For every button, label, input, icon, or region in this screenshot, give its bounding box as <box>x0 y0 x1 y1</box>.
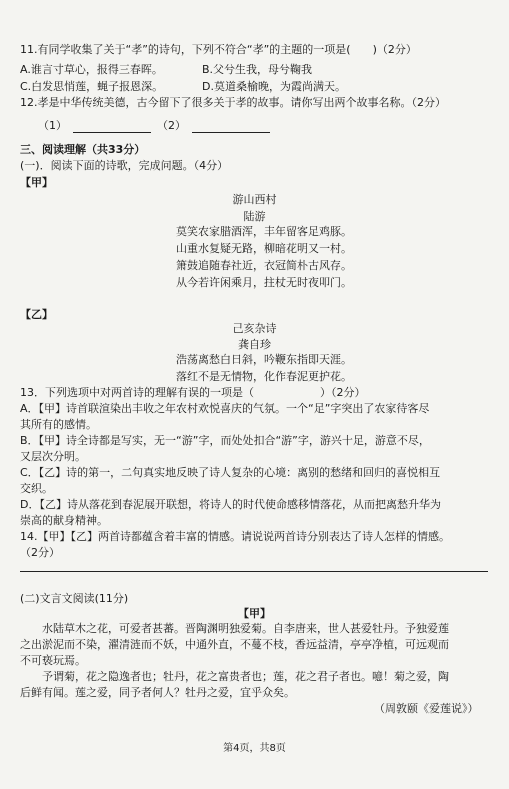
question-13-stem: 13．下列选项中对两首诗的理解有误的一项是（ ）（2分） <box>20 386 366 399</box>
answer-label-2: （2） <box>157 119 186 132</box>
prose-source: （周敦颐《爱莲说》） <box>374 702 479 715</box>
question-11-option-d: D.莫道桑榆晚，为霞尚满天。 <box>202 80 346 93</box>
poem-b-author: 龚自珍 <box>238 338 271 351</box>
question-11-option-b: B.父兮生我，母兮鞠我 <box>202 63 313 76</box>
question-14-stem: 14.【甲】【乙】两首诗都蕴含着丰富的情感。请说说两首诗分别表达了诗人怎样的情感。 <box>20 530 450 543</box>
question-13-option-d-cont: 崇高的献身精神。 <box>20 514 108 527</box>
question-13-option-a: A．【甲】诗首联渲染出丰收之年农村欢悦喜庆的气氛。一个“足”字突出了农家待客尽 <box>20 402 430 415</box>
question-11-option-a: A.谁言寸草心，报得三春晖。 <box>20 63 163 76</box>
poem-b-line: 浩荡离愁白日斜，吟鞭东指即天涯。 <box>176 353 352 366</box>
reading-part-2-title: (二)文言文阅读(11分) <box>20 592 129 605</box>
prose-paragraph-2-line: 予谓菊，花之隐逸者也；牡丹，花之富贵者也；莲，花之君子者也。噫！菊之爱，陶 <box>42 670 449 683</box>
poem-b-tag: 【乙】 <box>20 308 53 321</box>
question-12-stem: 12.孝是中华传统美德，古今留下了很多关于孝的故事。请你写出两个故事名称。（2分） <box>20 96 446 109</box>
prose-a-tag: 【甲】 <box>238 607 271 620</box>
poem-a-title: 游山西村 <box>232 193 277 206</box>
poem-a-line: 箫鼓追随春社近，衣冠简朴古风存。 <box>176 259 352 272</box>
prose-paragraph-1-line: 之出淤泥而不染，濯清涟而不妖，中通外直，不蔓不枝，香远益清，亭亭净植，可远观而 <box>20 638 449 651</box>
poem-a-tag: 【甲】 <box>20 176 53 189</box>
answer-blank-1[interactable] <box>73 122 151 133</box>
poem-a-line: 山重水复疑无路，柳暗花明又一村。 <box>176 242 352 255</box>
prose-paragraph-1-line: 不可亵玩焉。 <box>20 654 86 667</box>
question-11-stem: 11.有同学收集了关于“孝”的诗句，下列不符合“孝”的主题的一项是( )（2分） <box>20 43 417 56</box>
poem-a-line: 莫笑农家腊酒浑，丰年留客足鸡豚。 <box>176 225 352 238</box>
poem-a-line: 从今若许闲乘月，拄杖无时夜叩门。 <box>176 276 352 289</box>
question-14-stem-cont: （2分） <box>20 546 60 559</box>
question-13-option-b: B．【甲】诗全诗都是写实，无一“游”字，而处处扣合“游”字，游兴十足，游意不尽， <box>20 434 430 447</box>
answer-line[interactable] <box>20 571 488 572</box>
question-13-option-a-cont: 其所有的感情。 <box>20 418 97 431</box>
prose-paragraph-1-line: 水陆草木之花，可爱者甚蕃。晋陶渊明独爱菊。自李唐来，世人甚爱牡丹。予独爱莲 <box>42 622 449 635</box>
answer-label-1: （1） <box>38 119 67 132</box>
question-13-option-d: D．【乙】诗从落花到春泥展开联想，将诗人的时代使命感移情落花，从而把离愁升华为 <box>20 498 441 511</box>
question-13-option-b-cont: 又层次分明。 <box>20 450 86 463</box>
prose-paragraph-2-line: 后鲜有闻。莲之爱，同予者何人？牡丹之爱，宜乎众矣。 <box>20 686 295 699</box>
question-13-option-c: C．【乙】诗的第一，二句真实地反映了诗人复杂的心境：离别的愁绪和回归的喜悦相互 <box>20 466 441 479</box>
question-13-option-c-cont: 交织。 <box>20 482 53 495</box>
question-11-option-c: C.白发思悄莲，蝇子报恩深。 <box>20 80 164 93</box>
answer-blank-2[interactable] <box>192 122 270 133</box>
page-number: 第4页，共8页 <box>223 743 286 754</box>
section-3-title: 三、阅读理解（共33分） <box>20 143 146 156</box>
reading-part-1-title: (一)．阅读下面的诗歌，完成问题。（4分） <box>20 159 229 172</box>
poem-b-line: 落红不是无情物，化作春泥更护花。 <box>176 370 352 383</box>
poem-b-title: 己亥杂诗 <box>232 322 277 335</box>
poem-a-author: 陆游 <box>243 210 266 223</box>
question-12-answer-row <box>38 119 276 133</box>
